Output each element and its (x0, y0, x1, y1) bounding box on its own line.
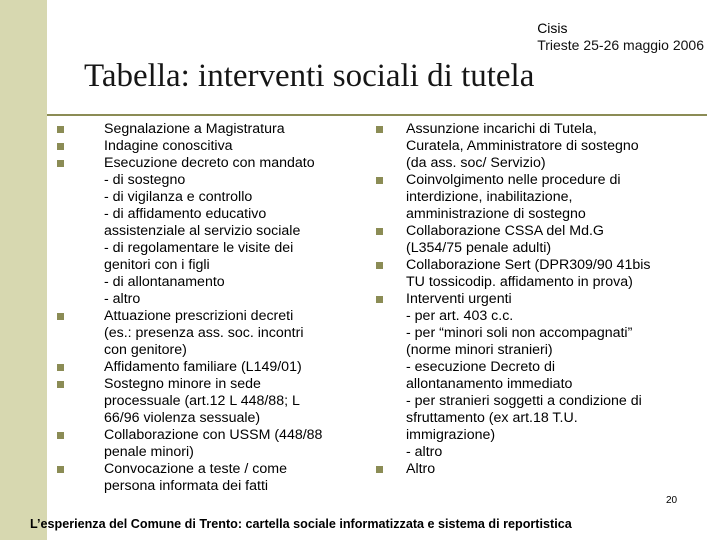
item-text: Segnalazione a Magistratura (104, 121, 285, 137)
bullet-item (57, 376, 362, 393)
bullet-continuation (57, 189, 362, 206)
bullet-continuation (57, 240, 362, 257)
item-text: Collaborazione Sert (DPR309/90 41bis (406, 257, 651, 273)
item-text: 66/96 violenza sessuale) (104, 410, 261, 426)
bullet-continuation (57, 206, 362, 223)
bullet-item (376, 257, 706, 274)
square-bullet-icon (57, 160, 64, 167)
item-text: - per “minori soli non accompagnati” (406, 325, 633, 341)
bullet-item (376, 172, 706, 189)
bullet-continuation (57, 223, 362, 240)
header-org: Cisis (537, 20, 568, 36)
item-text: (da ass. soc/ Servizio) (406, 155, 546, 171)
item-text: - altro (406, 444, 443, 460)
item-text: Collaborazione con USSM (448/88 (104, 427, 323, 443)
bullet-continuation (57, 325, 362, 342)
item-text: Interventi urgenti (406, 291, 512, 307)
square-bullet-icon (57, 432, 64, 439)
bullet-continuation (376, 410, 706, 427)
item-text: sfruttamento (ex art.18 T.U. (406, 410, 578, 426)
square-bullet-icon (57, 364, 64, 371)
item-text: (es.: presenza ass. soc. incontri (104, 325, 304, 341)
left-decorative-bar (0, 0, 47, 540)
slide-header (537, 20, 704, 54)
square-bullet-icon (57, 313, 64, 320)
square-bullet-icon (376, 228, 383, 235)
bullet-continuation (57, 274, 362, 291)
item-text: allontanamento immediato (406, 376, 573, 392)
item-text: (norme minori stranieri) (406, 342, 553, 358)
item-text: Attuazione prescrizioni decreti (104, 308, 294, 324)
bullet-continuation (376, 376, 706, 393)
bullet-continuation (376, 342, 706, 359)
square-bullet-icon (376, 466, 383, 473)
bullet-continuation (376, 359, 706, 376)
item-text: - di allontanamento (104, 274, 225, 290)
bullet-item (57, 461, 362, 478)
bullet-continuation (57, 172, 362, 189)
bullet-item (57, 138, 362, 155)
bullet-continuation (376, 189, 706, 206)
square-bullet-icon (376, 262, 383, 269)
item-text: con genitore) (104, 342, 187, 358)
bullet-continuation (57, 291, 362, 308)
square-bullet-icon (376, 296, 383, 303)
item-text: Indagine conoscitiva (104, 138, 233, 154)
item-text: amministrazione di sostegno (406, 206, 586, 222)
item-text: - di regolamentare le visite dei (104, 240, 294, 256)
item-text: Convocazione a teste / come (104, 461, 287, 477)
item-text: Assunzione incarichi di Tutela, (406, 121, 597, 137)
item-text: penale minori) (104, 444, 194, 460)
bullet-continuation (57, 342, 362, 359)
bullet-continuation (57, 444, 362, 461)
bullet-continuation (376, 206, 706, 223)
item-text: assistenziale al servizio sociale (104, 223, 301, 239)
bullet-item (57, 121, 362, 138)
bullet-continuation (376, 138, 706, 155)
slide-title: Tabella: interventi sociali di tutela (84, 58, 535, 94)
item-text: (L354/75 penale adulti) (406, 240, 552, 256)
square-bullet-icon (57, 126, 64, 133)
item-text: Collaborazione CSSA del Md.G (406, 223, 604, 239)
item-text: Sostegno minore in sede (104, 376, 261, 392)
square-bullet-icon (57, 381, 64, 388)
bullet-item (376, 121, 706, 138)
bullet-item (57, 427, 362, 444)
bullet-continuation (376, 308, 706, 325)
bullet-continuation (376, 274, 706, 291)
item-text: - di vigilanza e controllo (104, 189, 253, 205)
bullet-item (57, 155, 362, 172)
item-text: persona informata dei fatti (104, 478, 269, 494)
item-text: Esecuzione decreto con mandato (104, 155, 315, 171)
bullet-continuation (376, 393, 706, 410)
right-column (376, 121, 706, 478)
bullet-continuation (57, 257, 362, 274)
bullet-item (376, 291, 706, 308)
bullet-continuation (57, 393, 362, 410)
page-number: 20 (666, 495, 678, 506)
item-text: - esecuzione Decreto di (406, 359, 556, 375)
square-bullet-icon (57, 143, 64, 150)
item-text: Affidamento familiare (L149/01) (104, 359, 302, 375)
item-text: Curatela, Amministratore di sostegno (406, 138, 639, 154)
item-text: - di sostegno (104, 172, 186, 188)
header-event: Trieste 25-26 maggio 2006 (537, 37, 704, 53)
bullet-continuation (376, 155, 706, 172)
slide-footer: L’esperienza del Comune di Trento: cartella sociale informatizzata e sistema di reportistica (30, 517, 572, 531)
bullet-continuation (376, 444, 706, 461)
square-bullet-icon (376, 177, 383, 184)
item-text: interdizione, inabilitazione, (406, 189, 573, 205)
title-divider (47, 114, 707, 116)
item-text: Coinvolgimento nelle procedure di (406, 172, 621, 188)
left-column (57, 121, 362, 495)
item-text: Altro (406, 461, 436, 477)
item-text: - di affidamento educativo (104, 206, 267, 222)
bullet-item (376, 223, 706, 240)
bullet-continuation (57, 410, 362, 427)
square-bullet-icon (376, 126, 383, 133)
item-text: TU tossicodip. affidamento in prova) (406, 274, 633, 290)
bullet-item (376, 461, 706, 478)
bullet-item (57, 359, 362, 376)
square-bullet-icon (57, 466, 64, 473)
bullet-item (57, 308, 362, 325)
item-text: processuale (art.12 L 448/88; L (104, 393, 300, 409)
bullet-continuation (376, 240, 706, 257)
item-text: genitori con i figli (104, 257, 210, 273)
item-text: - altro (104, 291, 141, 307)
bullet-continuation (57, 478, 362, 495)
bullet-continuation (376, 325, 706, 342)
item-text: - per art. 403 c.c. (406, 308, 514, 324)
item-text: immigrazione) (406, 427, 496, 443)
bullet-continuation (376, 427, 706, 444)
item-text: - per stranieri soggetti a condizione di (406, 393, 642, 409)
